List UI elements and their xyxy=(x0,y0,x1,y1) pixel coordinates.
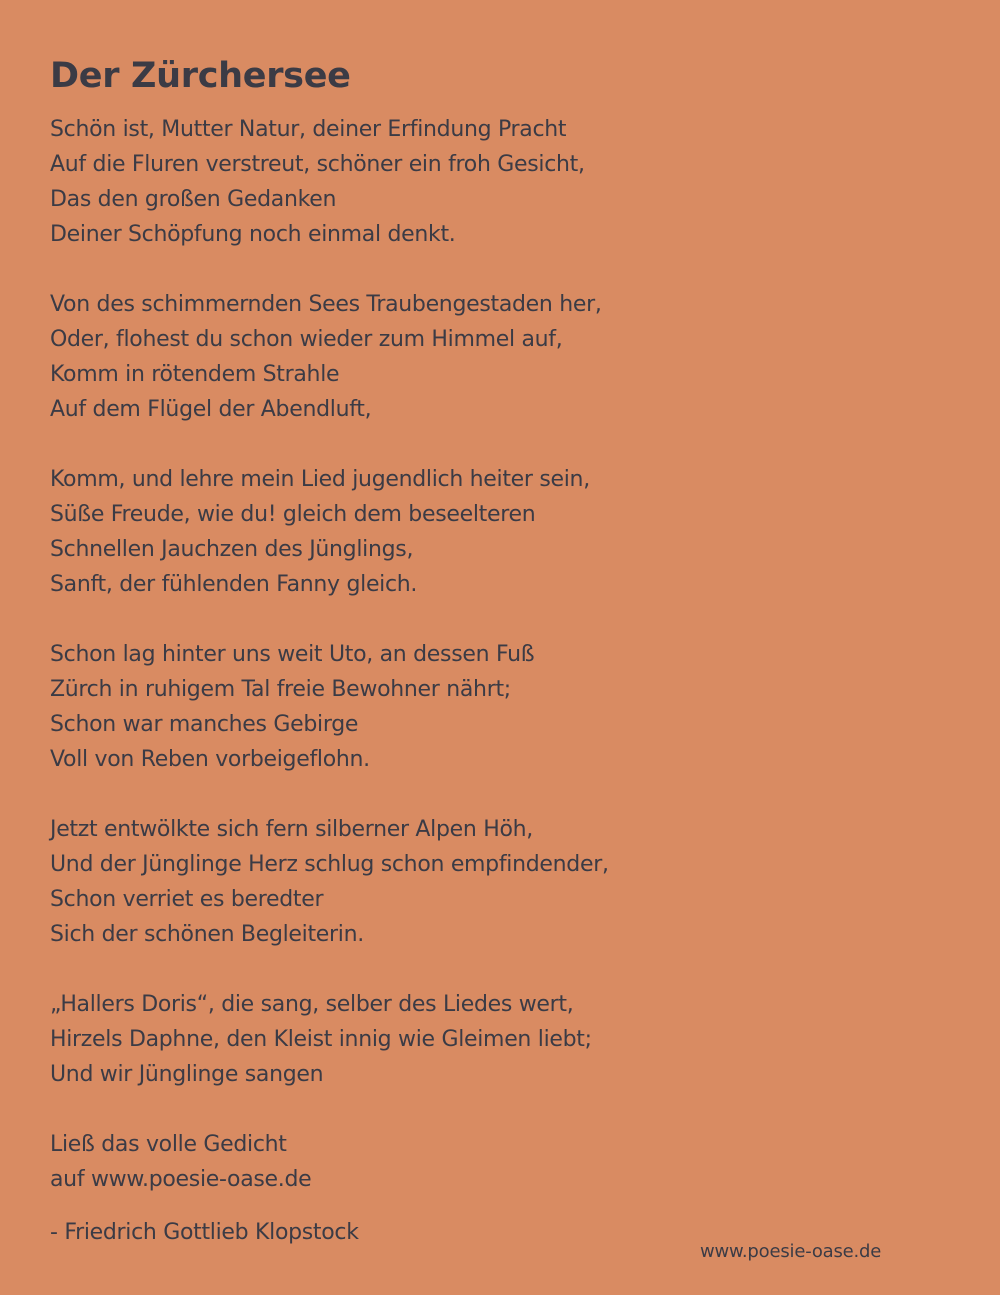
poem-line: Von des schimmernden Sees Traubengestaden her, xyxy=(50,292,602,317)
poem-line: Schon lag hinter uns weit Uto, an dessen Fuß xyxy=(50,642,535,667)
poem-page xyxy=(50,54,950,1250)
poem-line: Auf dem Flügel der Abendluft, xyxy=(50,397,372,422)
poem-line: Süße Freude, wie du! gleich dem beseelteren xyxy=(50,502,536,527)
poem-line: Das den großen Gedanken xyxy=(50,187,337,212)
poem-author: - Friedrich Gottlieb Klopstock xyxy=(50,1220,359,1245)
poem-line: Schon verriet es beredter xyxy=(50,887,324,912)
poem-line: Komm, und lehre mein Lied jugendlich heiter sein, xyxy=(50,467,590,492)
poem-line: Sanft, der fühlenden Fanny gleich. xyxy=(50,572,418,597)
stanza-4 xyxy=(50,637,950,777)
poem-line: Jetzt entwölkte sich fern silberner Alpen Höh, xyxy=(50,817,533,842)
poem-line: Schon war manches Gebirge xyxy=(50,712,359,737)
poem-line: Und wir Jünglinge sangen xyxy=(50,1062,324,1087)
stanza-1 xyxy=(50,112,950,252)
poem-line: „Hallers Doris“, die sang, selber des Liedes wert, xyxy=(50,992,574,1017)
poem-line: Zürch in ruhigem Tal freie Bewohner nährt; xyxy=(50,677,511,702)
poem-line: Oder, flohest du schon wieder zum Himmel auf, xyxy=(50,327,563,352)
poem-line: Deiner Schöpfung noch einmal denkt. xyxy=(50,222,456,247)
poem-line: Und der Jünglinge Herz schlug schon empfindender, xyxy=(50,852,609,877)
poem-line: Schnellen Jauchzen des Jünglings, xyxy=(50,537,414,562)
outro-line: Ließ das volle Gedicht xyxy=(50,1132,287,1157)
stanza-2 xyxy=(50,287,950,427)
poem-line: Hirzels Daphne, den Kleist innig wie Gleimen liebt; xyxy=(50,1027,592,1052)
poem-line: Voll von Reben vorbeigeflohn. xyxy=(50,747,370,772)
read-more-note xyxy=(50,1127,950,1197)
stanza-5 xyxy=(50,812,950,952)
outro-line: auf www.poesie-oase.de xyxy=(50,1167,312,1192)
poem-line: Sich der schönen Begleiterin. xyxy=(50,922,364,947)
stanza-3 xyxy=(50,462,950,602)
poem-line: Komm in rötendem Strahle xyxy=(50,362,340,387)
poem-line: Schön ist, Mutter Natur, deiner Erfindung Pracht xyxy=(50,117,567,142)
stanza-6 xyxy=(50,987,950,1092)
poem-line: Auf die Fluren verstreut, schöner ein froh Gesicht, xyxy=(50,152,585,177)
footer-website-url: www.poesie-oase.de xyxy=(700,1241,882,1262)
poem-title: Der Zürchersee xyxy=(50,56,351,96)
